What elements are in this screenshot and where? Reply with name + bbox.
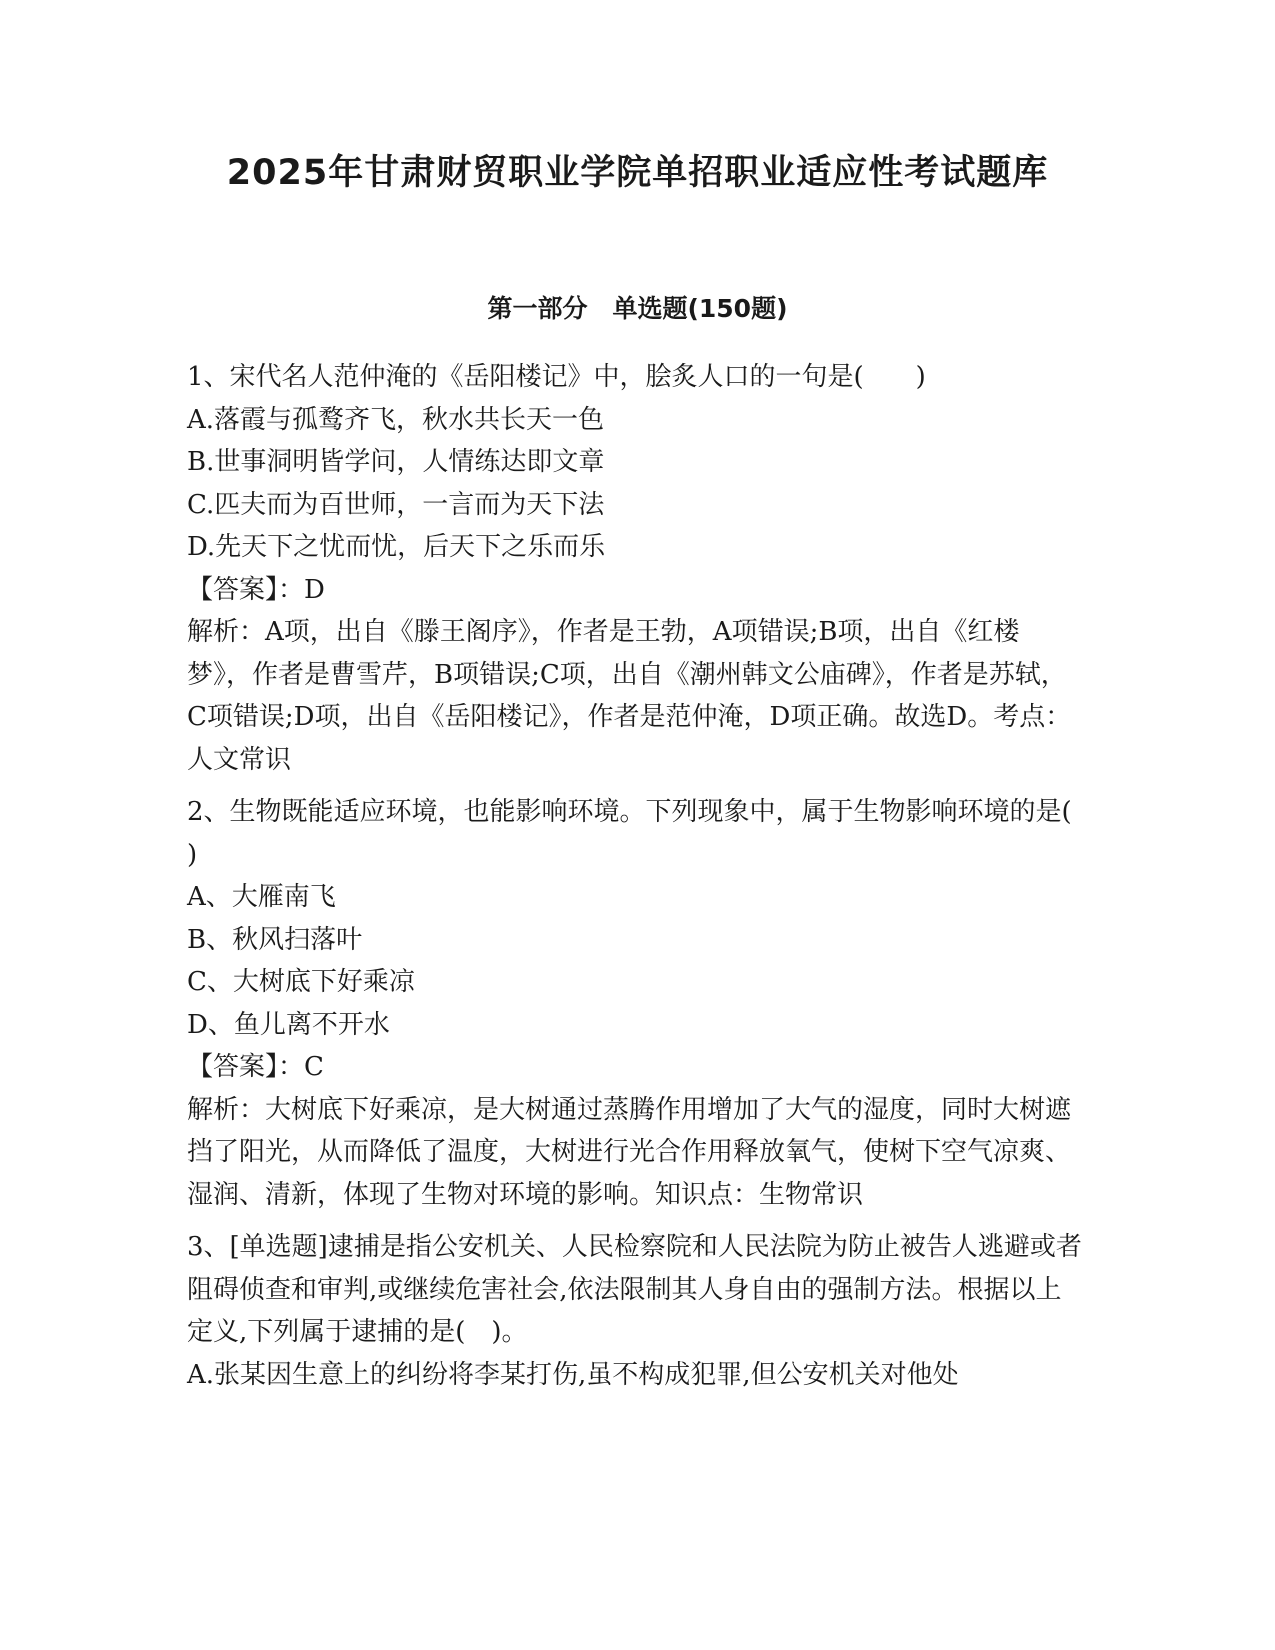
option-c: C.匹夫而为百世师，一言而为天下法	[187, 489, 605, 520]
analysis	[187, 611, 1083, 781]
analysis	[187, 1089, 1083, 1217]
option-a: A.张某因生意上的纠纷将李某打伤,虽不构成犯罪,但公安机关对他处	[187, 1359, 959, 1390]
option-d: D.先天下之忧而忧，后天下之乐而乐	[187, 532, 606, 562]
question-stem: 3、[单选题]逮捕是指公安机关、人民检察院和人民法院为防止被告人逃避或者阻碍侦查和审判,或继续危害社会,依法限制其人身自由的强制方法。根据以上定义,下列属于逮捕的是( )。	[187, 1232, 1082, 1347]
question-1	[187, 356, 1083, 781]
answer-label: 【答案】：	[187, 574, 305, 605]
analysis-text: A项，出自《滕王阁序》，作者是王勃，A项错误;B项，出自《红楼梦》，作者是曹雪芹，B项错误;C项，出自《潮州韩文公庙碑》，作者是苏轼，C项错误;D项，出自《岳阳楼记》，作者是范仲淹，D项正确。故选D。考点：人文常识	[187, 617, 1072, 775]
analysis-label: 解析：	[187, 617, 266, 647]
option-c: C、大树底下好乘凉	[187, 967, 415, 997]
section-title: 第一部分 单选题(150题)	[487, 294, 788, 323]
answer-line	[187, 1046, 1083, 1089]
option-b: B.世事洞明皆学问，人情练达即文章	[187, 447, 605, 477]
answer-label: 【答案】：	[187, 1052, 305, 1082]
answer-line	[187, 569, 1083, 612]
answer-value: C	[304, 1052, 324, 1082]
question-list	[187, 356, 1124, 1396]
document-title: 2025年甘肃财贸职业学院单招职业适应性考试题库	[226, 153, 1049, 193]
analysis-label: 解析：	[187, 1094, 266, 1125]
question-2	[187, 791, 1124, 1216]
option-a: A.落霞与孤鹜齐飞，秋水共长天一色	[187, 404, 605, 435]
question-3	[187, 1226, 1083, 1396]
question-stem: 1、宋代名人范仲淹的《岳阳楼记》中，脍炙人口的一句是( )	[187, 362, 926, 392]
option-a: A、大雁南飞	[187, 882, 336, 912]
analysis-text: 大树底下好乘凉，是大树通过蒸腾作用增加了大气的湿度，同时大树遮挡了阳光，从而降低了温度，大树进行光合作用释放氧气，使树下空气凉爽、湿润、清新，体现了生物对环境的影响。知识点：生物常识	[187, 1094, 1072, 1210]
question-stem: 2、生物既能适应环境，也能影响环境。下列现象中，属于生物影响环境的是( )	[187, 797, 1124, 870]
answer-value: D	[304, 574, 325, 605]
option-b: B、秋风扫落叶	[187, 924, 363, 955]
option-d: D、鱼儿离不开水	[187, 1009, 390, 1040]
